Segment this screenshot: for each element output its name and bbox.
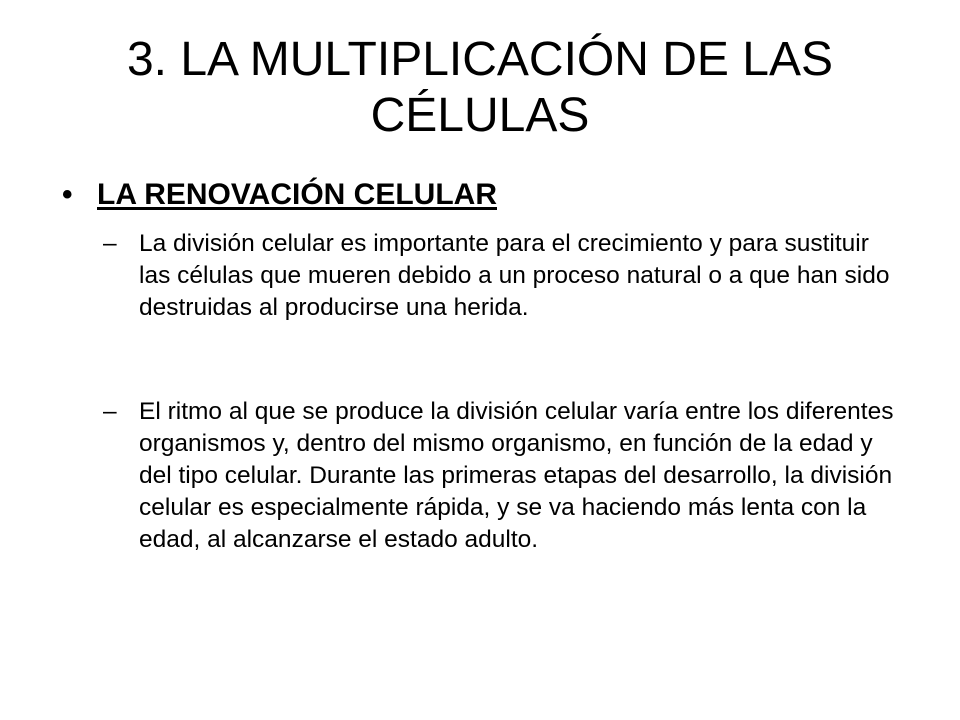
subpoint-text: La división celular es importante para el crecimiento y para sustituir las células que mueren debido a un proceso natural o a que han sido destruidas al producirse una herida. <box>139 230 890 321</box>
subpoint-1 <box>103 228 903 324</box>
bullet-marker: • <box>62 178 73 211</box>
subpoint-text: El ritmo al que se produce la división celular varía entre los diferentes organismos y, dentro del mismo organismo, en función de la edad y del tipo celular. Durante las primeras etapas del desarrollo, la división celular es especialmente rápida, y se va haciendo más lenta con la edad, al alcanzarse el estado adulto. <box>139 398 894 553</box>
subpoint-marker: – <box>103 398 117 425</box>
slide-title: 3. LA MULTIPLICACIÓN DE LAS CÉLULAS <box>126 33 833 142</box>
subpoint-marker: – <box>103 230 117 257</box>
bullet-heading: LA RENOVACIÓN CELULAR <box>97 178 497 211</box>
subpoint-2 <box>103 396 903 556</box>
